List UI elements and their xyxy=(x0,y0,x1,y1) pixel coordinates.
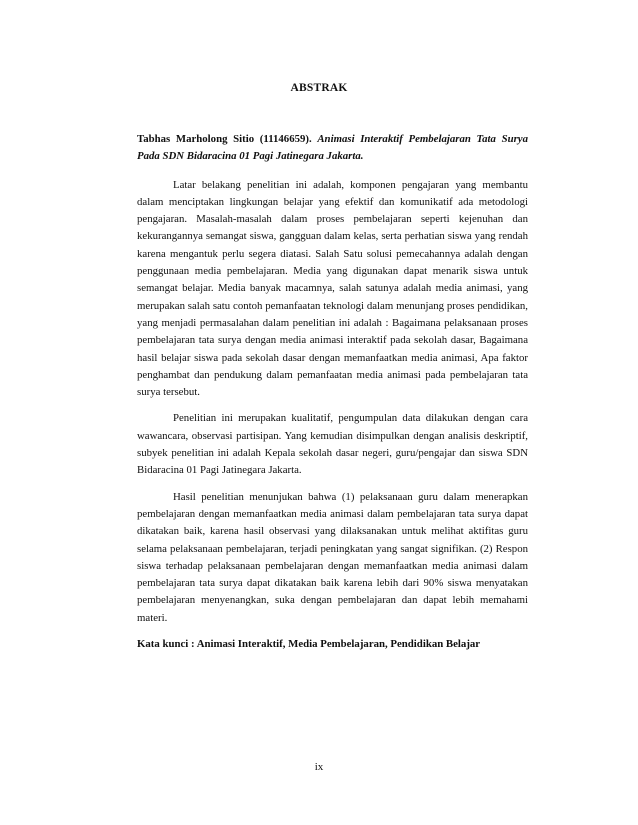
work-title: Animasi Interaktif Pembelajaran Tata Surya Pada SDN Bidaracina 01 Pagi Jatinegara Jakarta. xyxy=(137,133,528,163)
page-title: ABSTRAK xyxy=(290,82,348,94)
paragraph-method: Penelitian ini merupakan kualitatif, pengumpulan data dilakukan dengan cara wawancara, observasi partisipan. Yang kemudian disimpulkan dengan analisis deskriptif, subyek penelitian ini adalah Kepala sekolah dasar negeri, guru/pengajar dan siswa SDN Bidaracina 01 Pagi Jatinegara Jakarta. xyxy=(137,412,528,477)
author-citation xyxy=(137,131,528,166)
keywords: Kata kunci : Animasi Interaktif, Media Pembelajaran, Pendidikan Belajar xyxy=(137,638,481,651)
abstract-body xyxy=(137,131,528,653)
paragraph-results: Hasil penelitian menunjukan bahwa (1) pelaksanaan guru dalam menerapkan pembelajaran dengan memanfaatkan media animasi dalam pembelajaran tata surya dapat dikatakan baik, karena hasil observasi yang dilaksanakan untuk melihat aktifitas guru selama pelaksanaan pembelajaran, terjadi peningkatan yang sangat signifikan. (2) Respon siswa terhadap pelaksanaan pembelajaran dengan memanfaatkan media animasi dalam pembelajaran tata surya dapat dikatakan baik karena lebih dari 90% siswa menyatakan pembelajaran menyenangkan, suka dengan pembelajaran dan dapat lebih memahami materi. xyxy=(137,490,528,624)
author-name: Tabhas Marholong Sitio (11146659). xyxy=(137,133,312,145)
page-number: ix xyxy=(314,761,324,773)
paragraph-background: Latar belakang penelitian ini adalah, komponen pengajaran yang membantu dalam menciptakan lingkungan belajar yang efektif dan komunikatif ada metodologi pengajaran. Masalah-masalah dalam proses pembelajaran seperti kejenuhan dan kekurangannya semangat siswa, gangguan dalam kelas, serta perhatian siswa yang rendah karena mengantuk perlu segera diatasi. Salah Satu solusi pemecahannya adalah dengan penggunaan media pembelajaran. Media yang digunakan dapat menarik siswa untuk semangat belajar. Media banyak macamnya, salah satunya adalah media animasi, yang merupakan salah satu contoh pemanfaatan teknologi dalam menunjang proses pendidikan, yang menjadi permasalahan dalam penelitian ini adalah : Bagaimana pelaksanaan proses pembelajaran tata surya dengan media animasi interaktif pada sekolah dasar, Bagaimana hasil belajar siswa pada sekolah dasar dengan memanfaatkan media animasi, Apa faktor penghambat dan pendukung dalam pemanfaatan media animasi pada pembelajaran tata surya tersebut. xyxy=(137,178,528,399)
